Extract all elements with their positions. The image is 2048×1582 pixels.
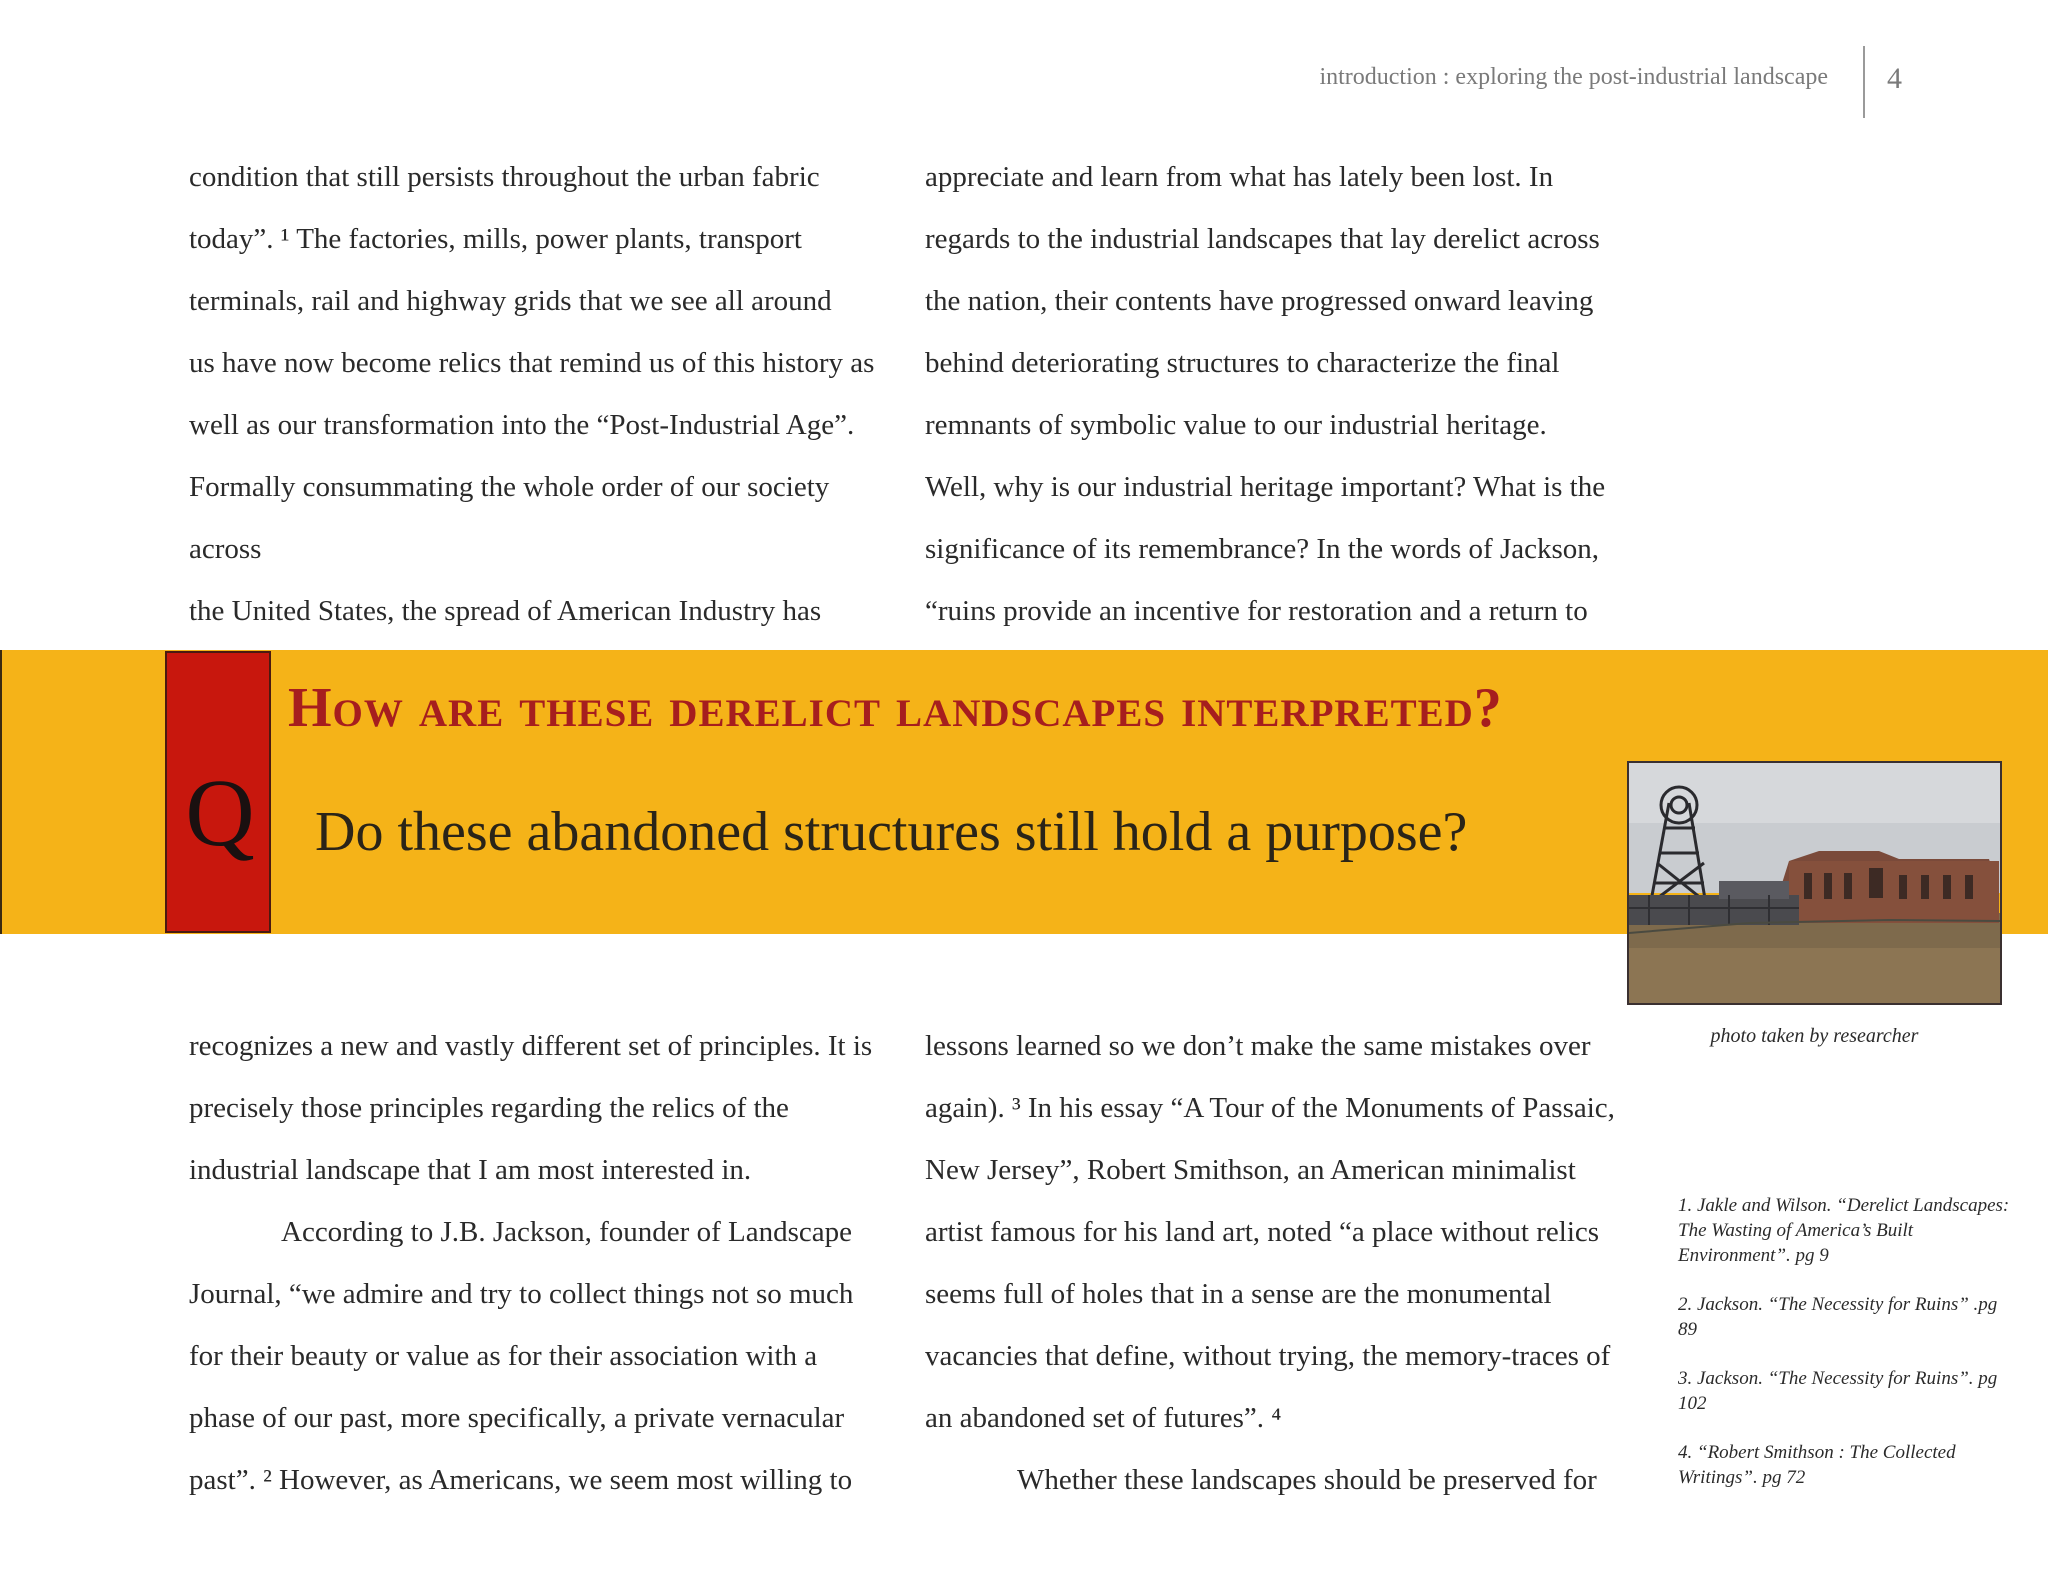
text-line: the nation, their contents have progressed onward leaving [925,285,1594,317]
text-line: regards to the industrial landscapes that lay derelict across [925,223,1600,255]
industrial-photo [1627,761,2002,1005]
text-line: industrial landscape that I am most interested in. [189,1154,752,1186]
text-line: vacancies that define, without trying, the memory-traces of [925,1340,1611,1372]
text-line: Formally consummating the whole order of our society [189,471,830,503]
bottom-right-column [925,1015,1615,1511]
text-line: past”. ² However, as Americans, we seem most willing to [189,1464,853,1496]
footnote: 2. Jackson. “The Necessity for Ruins” .pg 89 [1678,1294,1998,1340]
banner-edge [0,650,2,934]
footnote: 4. “Robert Smithson : The Collected Writings”. pg 72 [1678,1442,1956,1488]
text-line: New Jersey”, Robert Smithson, an American minimalist [925,1154,1576,1186]
footnotes [1678,1193,2018,1514]
text-line: significance of its remembrance? In the words of Jackson, [925,533,1600,565]
top-right-column [925,146,1605,642]
question-heading: How are these derelict landscapes interpreted? [288,677,1503,739]
text-line: again). ³ In his essay “A Tour of the Monuments of Passaic, [925,1092,1615,1124]
text-line: “ruins provide an incentive for restoration and a return to [925,595,1588,627]
text-line: appreciate and learn from what has lately been lost. In [925,161,1554,193]
footnote: 3. Jackson. “The Necessity for Ruins”. pg 102 [1678,1368,1998,1414]
text-line: precisely those principles regarding the relics of the [189,1092,789,1124]
text-line: seems full of holes that in a sense are the monumental [925,1278,1552,1310]
top-left-column [189,146,874,642]
text-line: Whether these landscapes should be preserved for [1017,1464,1597,1496]
text-line: behind deteriorating structures to characterize the final [925,347,1560,379]
bottom-left-column [189,1015,872,1511]
text-line: across [189,533,262,565]
text-line: us have now become relics that remind us of this history as [189,347,875,379]
text-line: an abandoned set of futures”. ⁴ [925,1402,1282,1434]
text-line: According to J.B. Jackson, founder of Landscape [281,1216,852,1248]
text-line: Journal, “we admire and try to collect things not so much [189,1278,854,1310]
text-line: recognizes a new and vastly different set of principles. It is [189,1030,873,1062]
text-line: remnants of symbolic value to our industrial heritage. [925,409,1547,441]
text-line: for their beauty or value as for their association with a [189,1340,818,1372]
page-number: 4 [1887,62,1902,95]
text-line: lessons learned so we don’t make the same mistakes over [925,1030,1591,1062]
text-line: terminals, rail and highway grids that we see all around [189,285,832,317]
text-line: condition that still persists throughout the urban fabric [189,161,820,193]
drop-cap-letter: Q [185,759,255,866]
text-line: today”. ¹ The factories, mills, power plants, transport [189,223,802,255]
header-divider [1863,46,1865,118]
text-line: Well, why is our industrial heritage important? What is the [925,471,1606,503]
drop-cap-box [165,651,271,933]
text-line: artist famous for his land art, noted “a place without relics [925,1216,1600,1248]
sub-question: Do these abandoned structures still hold a purpose? [315,801,1468,863]
footnote: 1. Jakle and Wilson. “Derelict Landscapes: The Wasting of America’s Built Environment”. pg 9 [1678,1195,2010,1266]
text-line: well as our transformation into the “Post-Industrial Age”. [189,409,855,441]
running-header: introduction : exploring the post-industrial landscape [1319,64,1828,90]
text-line: phase of our past, more specifically, a private vernacular [189,1402,845,1434]
text-line: the United States, the spread of American Industry has [189,595,822,627]
photo-caption: photo taken by researcher [1710,1025,1919,1047]
